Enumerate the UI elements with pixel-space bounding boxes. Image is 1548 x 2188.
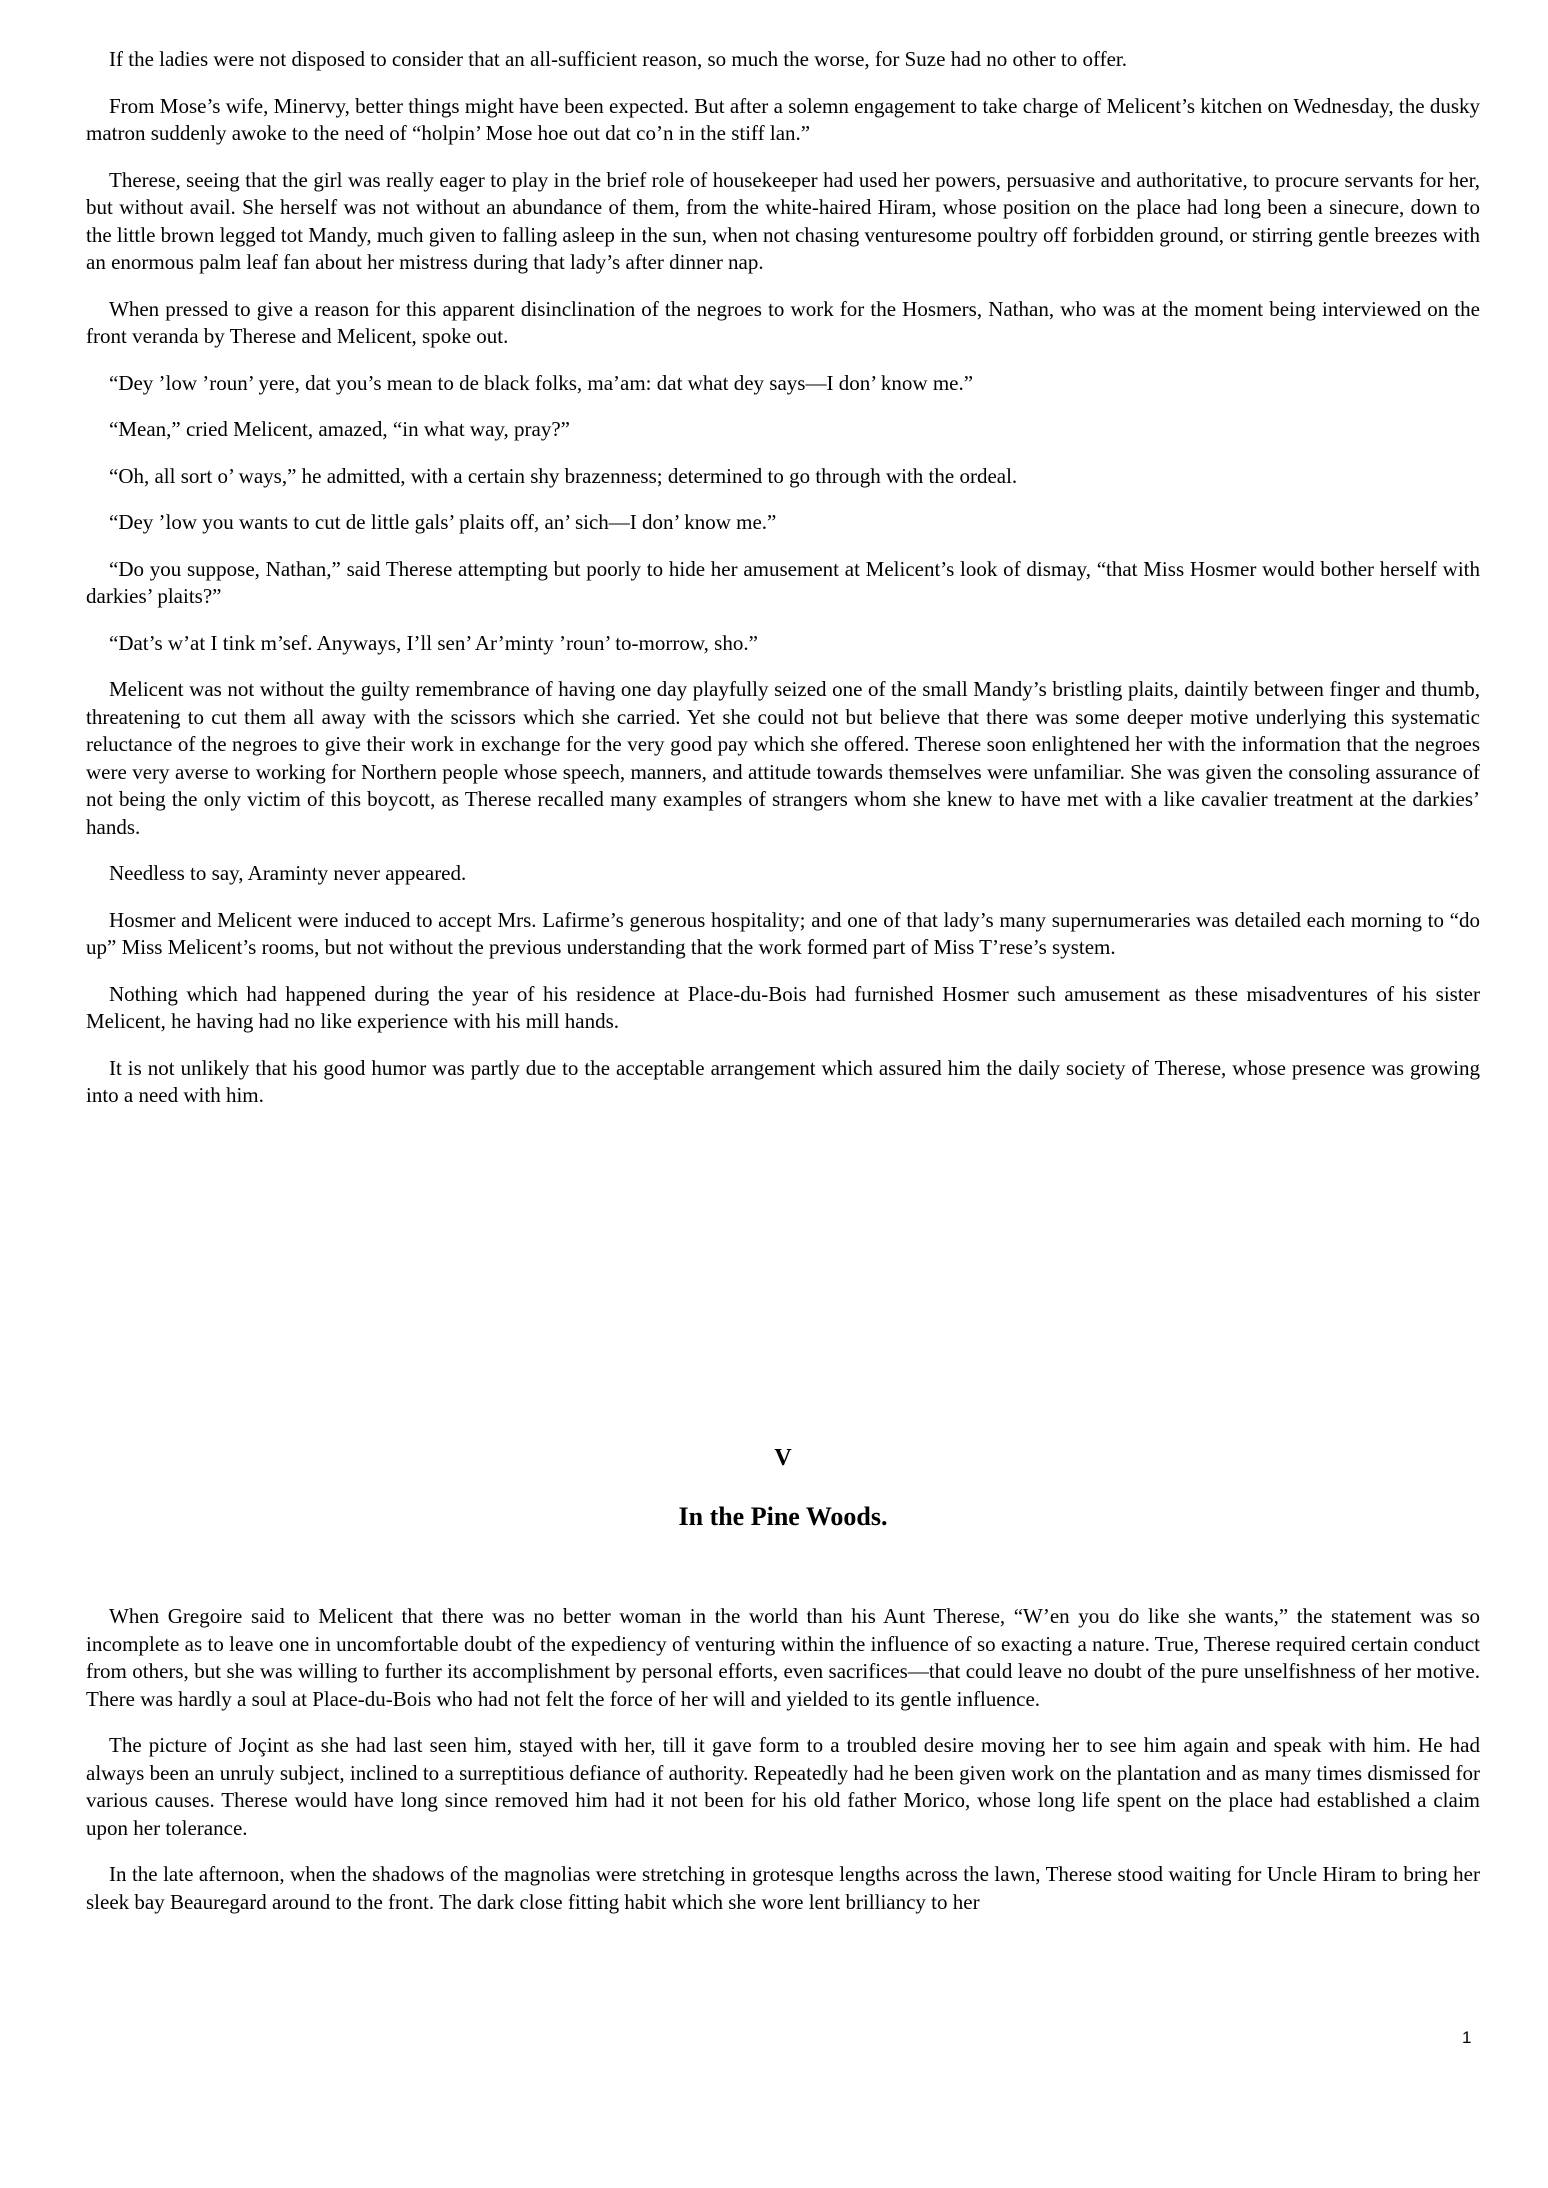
paragraph: If the ladies were not disposed to consider that an all-sufficient reason, so much the worse, for Suze had no other to offer. (109, 47, 1128, 71)
paragraph: Hosmer and Melicent were induced to accept Mrs. Lafirme’s generous hospitality; and one of that lady’s many supernumeraries was detailed each morning to “do up” Miss Melicent’s rooms, but not without the previous understanding that the work formed part of Miss T’rese’s system. (86, 907, 1480, 959)
body-text-top (86, 46, 1480, 1129)
chapter-number: V (774, 1445, 792, 1471)
paragraph: Nothing which had happened during the year of his residence at Place-du-Bois had furnished Hosmer such amusement as these misadventures of his sister Melicent, he having had no like experience with his mill hands. (86, 981, 1480, 1033)
paragraph: When pressed to give a reason for this apparent disinclination of the negroes to work for the Hosmers, Nathan, who was at the moment being interviewed on the front veranda by Therese and Melicent, spoke out. (86, 296, 1480, 348)
paragraph: “Oh, all sort o’ ways,” he admitted, with a certain shy brazenness; determined to go through with the ordeal. (109, 463, 1018, 488)
paragraph: Needless to say, Araminty never appeared. (109, 861, 467, 885)
paragraph: “Mean,” cried Melicent, amazed, “in what way, pray?” (109, 417, 570, 441)
body-text-bottom (86, 1603, 1480, 1935)
paragraph: From Mose’s wife, Minervy, better things might have been expected. But after a solemn engagement to take charge of Melicent’s kitchen on Wednesday, the dusky matron suddenly awoke to the need of “holpin’ Mose hoe out dat co’n in the stiff lan.” (86, 93, 1480, 145)
paragraph: “Dat’s w’at I tink m’sef. Anyways, I’ll sen’ Ar’minty ’roun’ to-morrow, sho.” (109, 630, 758, 655)
paragraph: Melicent was not without the guilty remembrance of having one day playfully seized one of the small Mandy’s bristling plaits, daintily between finger and thumb, threatening to cut them all away with the scissors which she carried. Yet she could not but believe that there was some deeper motive underlying this systematic reluctance of the negroes to give their work in exchange for the very good pay which she offered. Therese soon enlightened her with the information that the negroes were very averse to working for Northern people whose speech, manners, and attitude towards themselves were unfamiliar. She was given the consoling assurance of not being the only victim of this boycott, as Therese recalled many examples of strangers whom she knew to have met with a like cavalier treatment at the darkies’ hands. (86, 677, 1480, 839)
chapter-title: In the Pine Woods. (678, 1502, 888, 1531)
paragraph: “Do you suppose, Nathan,” said Therese attempting but poorly to hide her amusement at Melicent’s look of dismay, “that Miss Hosmer would bother herself with darkies’ plaits?” (86, 556, 1480, 608)
chapter-heading (86, 1443, 1480, 1533)
paragraph: The picture of Joçint as she had last seen him, stayed with her, till it gave form to a troubled desire moving her to see him again and speak with him. He had always been an unruly subject, inclined to a surreptitious defiance of authority. Repeatedly had he been given work on the plantation and as many times dismissed for various causes. Therese would have long since removed him had it not been for his old father Morico, whose long life spent on the place had established a claim upon her tolerance. (86, 1733, 1480, 1840)
paragraph: “Dey ’low ’roun’ yere, dat you’s mean to de black folks, ma’am: dat what dey says—I don’ know me.” (109, 370, 974, 395)
paragraph: It is not unlikely that his good humor was partly due to the acceptable arrangement which assured him the daily society of Therese, whose presence was growing into a need with him. (86, 1055, 1480, 1107)
paragraph: “Dey ’low you wants to cut de little gals’ plaits off, an’ sich—I don’ know me.” (109, 510, 777, 534)
paragraph: Therese, seeing that the girl was really eager to play in the brief role of housekeeper had used her powers, persuasive and authoritative, to procure servants for her, but without avail. She herself was not without an abundance of them, from the white-haired Hiram, whose position on the place had long been a sinecure, down to the little brown legged tot Mandy, much given to falling asleep in the sun, when not chasing venturesome poultry off forbidden ground, or stirring gentle breezes with an enormous palm leaf fan about her mistress during that lady’s after dinner nap. (86, 167, 1480, 274)
paragraph: In the late afternoon, when the shadows of the magnolias were stretching in grotesque lengths across the lawn, Therese stood waiting for Uncle Hiram to bring her sleek bay Beauregard around to the front. The dark close fitting habit which she wore lent brilliancy to her (86, 1862, 1480, 1914)
paragraph: When Gregoire said to Melicent that there was no better woman in the world than his Aunt Therese, “W’en you do like she wants,” the statement was so incomplete as to leave one in uncomfortable doubt of the expediency of venturing within the influence of so exacting a nature. True, Therese required certain conduct from others, but she was willing to further its accomplishment by personal efforts, even sacrifices—that could leave no doubt of the pure unselfishness of her motive. There was hardly a soul at Place-du-Bois who had not felt the force of her will and yielded to its gentle influence. (86, 1604, 1480, 1711)
page-number: 1 (1462, 2028, 1472, 2047)
